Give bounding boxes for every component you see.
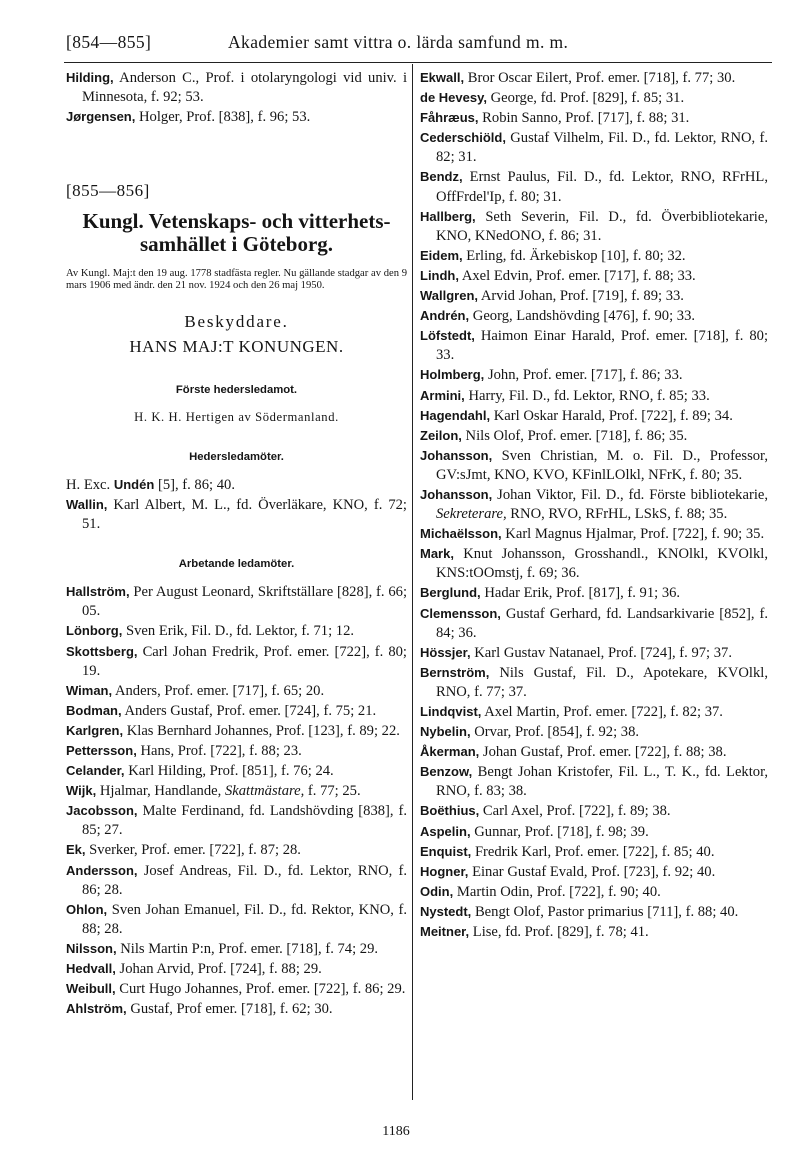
member-name: Meitner, [420, 924, 470, 940]
member-entry [66, 621, 407, 641]
member-title: H. Exc. [66, 476, 111, 493]
member-details: Anders Gustaf, Prof. emer. [724], f. 75; 21. [124, 702, 377, 719]
member-name: Wallgren, [420, 288, 479, 304]
running-header [66, 32, 766, 60]
working-members [66, 582, 407, 1019]
member-name: Skottsberg, [66, 643, 138, 659]
member-name: Nilsson, [66, 940, 117, 956]
member-entry [420, 604, 768, 643]
member-name: Celander, [66, 763, 125, 779]
member-entry [66, 681, 407, 701]
member-details: Erling, fd. Ärkebiskop [10], f. 80; 32. [466, 247, 686, 264]
member-details: Georg, Landshövding [476], f. 90; 33. [472, 308, 696, 325]
member-entry [420, 702, 768, 722]
member-name: Weibull, [66, 981, 116, 997]
honorary-members [66, 475, 407, 534]
member-entry [420, 386, 768, 406]
member-details: Robin Sanno, Prof. [717], f. 88; 31. [482, 110, 690, 127]
member-entry [420, 167, 768, 206]
member-details: Nils Olof, Prof. emer. [718], f. 86; 35. [465, 427, 688, 444]
member-details: Axel Martin, Prof. emer. [722], f. 82; 37. [484, 704, 723, 720]
member-details: Holger, Prof. [838], f. 96; 53. [139, 109, 311, 126]
member-entry [420, 446, 768, 485]
member-name: Ekwall, [420, 70, 465, 85]
member-entry [420, 246, 768, 266]
member-name: Bendz, [420, 169, 463, 185]
member-name: Nystedt, [420, 903, 472, 919]
member-entry [420, 583, 768, 603]
member-details: Hans, Prof. [722], f. 88; 23. [140, 742, 302, 759]
member-entry [420, 902, 768, 922]
member-details: Lise, fd. Prof. [829], f. 78; 41. [472, 924, 649, 941]
member-details: Harry, Fil. D., fd. Lektor, RNO, f. 85; 33. [468, 387, 710, 404]
honorary-heading: Hedersledamöter. [189, 450, 284, 463]
member-name: Hogner, [420, 863, 469, 879]
member-role: Skattmästare, [224, 783, 305, 800]
member-entry [66, 701, 407, 721]
member-entry [420, 842, 768, 862]
member-name: Johansson, [420, 486, 493, 502]
member-name: Bernström, [420, 664, 490, 680]
member-details: Johan Arvid, Prof. [724], f. 88; 29. [119, 961, 322, 977]
member-name: Enquist, [420, 843, 472, 859]
member-name: Boëthius, [420, 803, 480, 819]
member-name: Jacobsson, [66, 803, 138, 819]
member-details: Hjalmar, Handlande, [99, 783, 222, 800]
member-details: Carl Johan Fredrik, Prof. emer. [722], f. 80; 19. [82, 643, 407, 679]
member-details: Arvid Johan, Prof. [719], f. 89; 33. [480, 288, 684, 305]
page-range: [854—855] [66, 32, 152, 52]
member-details: Fredrik Karl, Prof. emer. [722], f. 85; 40. [474, 843, 715, 860]
first-honorary-heading: Förste hedersledamot. [175, 383, 298, 396]
member-entry [66, 959, 407, 979]
member-details: Gustaf Vilhelm, Fil. D., fd. Lektor, RNO, f. 82; 31. [436, 130, 768, 166]
member-name: Lönborg, [66, 623, 123, 639]
member-name: Michaëlsson, [420, 526, 502, 542]
society-title: Kungl. Vetenskaps- och vitterhets-samhället i Göteborg. [82, 209, 391, 257]
member-entry [420, 128, 768, 167]
member-entry [420, 207, 768, 246]
member-details: Einar Gustaf Evald, Prof. [723], f. 92; 40. [472, 863, 716, 880]
member-name: Hallström, [66, 584, 130, 600]
member-details: Bror Oscar Eilert, Prof. emer. [718], f. 77; 30. [467, 70, 736, 86]
member-name: Odin, [420, 883, 454, 899]
member-entry [420, 426, 768, 446]
member-entry [66, 979, 407, 999]
member-name: Åkerman, [420, 744, 480, 760]
member-details: [5], f. 86; 40. [157, 476, 235, 493]
first-honorary-member: H. K. H. Hertigen av Södermanland. [134, 409, 339, 424]
member-name: Hössjer, [420, 644, 471, 660]
member-entry [66, 68, 407, 107]
member-name: Lindqvist, [420, 704, 482, 719]
member-entry [420, 68, 768, 88]
member-entry [66, 840, 407, 860]
member-name: Bodman, [66, 702, 122, 718]
member-entry [66, 475, 407, 495]
member-name: Wiman, [66, 682, 113, 698]
column-divider [412, 64, 413, 1100]
member-details: Sverker, Prof. emer. [722], f. 87; 28. [89, 842, 301, 859]
member-name: Berglund, [420, 585, 481, 601]
member-details: Anders, Prof. emer. [717], f. 65; 20. [114, 682, 325, 699]
member-details: Karl Oskar Harald, Prof. [722], f. 89; 34. [493, 407, 733, 424]
member-name: Hagendahl, [420, 407, 491, 423]
member-name: Ohlon, [66, 901, 108, 917]
member-name: Ahlström, [66, 1001, 127, 1017]
member-entry [66, 781, 407, 801]
member-entry [420, 108, 768, 128]
member-details: Johan Viktor, Fil. D., fd. Förste bibliotekarie, [497, 486, 768, 503]
member-name: Armini, [420, 387, 465, 403]
member-entry [420, 882, 768, 902]
member-name: Hedvall, [66, 961, 116, 976]
member-details: Klas Bernhard Johannes, Prof. [123], f. 89; 22. [126, 722, 400, 739]
member-name: Wallin, [66, 496, 108, 512]
member-entry [420, 365, 768, 385]
member-name: Hallberg, [420, 208, 476, 224]
member-details-tail: RNO, RVO, RFrHL, LSkS, f. 88; 35. [510, 506, 728, 523]
working-members-heading: Arbetande ledamöter. [178, 558, 295, 571]
top-entries [66, 68, 407, 127]
page-number: 1186 [382, 1124, 410, 1139]
member-entry [66, 939, 407, 959]
member-details: Sven Christian, M. o. Fil. D., Professor, GV:sJmt, KNO, KVO, KFinlLOlkl, NFrK, f. 80; 35. [436, 447, 768, 483]
right-member-list [420, 68, 768, 942]
patron-heading: Beskyddare. [184, 312, 289, 332]
member-entry [66, 495, 407, 534]
header-rule [64, 62, 772, 63]
member-entry [420, 663, 768, 702]
member-entry [420, 762, 768, 801]
member-details: Gunnar, Prof. [718], f. 98; 39. [474, 823, 649, 840]
member-entry [66, 801, 407, 840]
statutes-note: Av Kungl. Maj:t den 19 aug. 1778 stadfästa regler. Nu gällande stadgar av den 9 mars 1906 med ändr. den 21 nov. 1924 och den 26 maj 1950. [66, 268, 407, 292]
member-entry [420, 326, 768, 365]
member-name: Benzow, [420, 764, 473, 780]
right-column [420, 68, 768, 942]
member-name: de Hevesy, [420, 90, 487, 106]
member-entry [66, 900, 407, 939]
member-details: Nils Gustaf, Fil. D., Apotekare, KVOlkl, RNO, f. 77; 37. [436, 664, 768, 700]
member-details: Curt Hugo Johannes, Prof. emer. [722], f. 86; 29. [119, 981, 406, 998]
member-details: Sven Erik, Fil. D., fd. Lektor, f. 71; 12. [125, 623, 355, 640]
member-entry [420, 643, 768, 663]
member-name: Zeilon, [420, 427, 462, 443]
member-entry [420, 406, 768, 426]
member-entry [420, 801, 768, 821]
member-details: Hadar Erik, Prof. [817], f. 91; 36. [484, 585, 681, 602]
member-details: Karl Hilding, Prof. [851], f. 76; 24. [128, 763, 334, 780]
member-details: Karl Albert, M. L., fd. Överläkare, KNO, f. 72; 51. [82, 496, 407, 533]
member-entry [420, 88, 768, 108]
member-entry [66, 721, 407, 741]
member-role: Sekreterare, [436, 506, 507, 523]
member-name: Andrén, [420, 308, 470, 324]
member-details: Bengt Johan Kristofer, Fil. L., T. K., fd. Lektor, RNO, f. 83; 38. [436, 764, 768, 800]
member-details: Ernst Paulus, Fil. D., fd. Lektor, RNO, RFrHL, OffFrdel'Ip, f. 80; 31. [436, 169, 768, 205]
member-details: George, fd. Prof. [829], f. 85; 31. [490, 90, 685, 107]
member-name: Cederschiöld, [420, 130, 506, 146]
member-entry [66, 642, 407, 681]
member-entry [420, 722, 768, 742]
member-entry [420, 742, 768, 762]
member-details: Bengt Olof, Pastor primarius [711], f. 88; 40. [474, 903, 739, 920]
member-entry [66, 761, 407, 781]
member-details: Gustaf, Prof emer. [718], f. 62; 30. [130, 1001, 333, 1018]
member-name: Aspelin, [420, 823, 471, 839]
member-details: Karl Gustav Natanael, Prof. [724], f. 97; 37. [474, 644, 733, 661]
member-name: Johansson, [420, 447, 493, 463]
member-name: Ek, [66, 842, 86, 858]
member-entry [420, 544, 768, 583]
left-column [66, 68, 407, 1019]
member-name: Hilding, [66, 70, 114, 85]
member-entry [420, 524, 768, 544]
member-details: Gustaf Gerhard, fd. Landsarkivarie [852], f. 84; 36. [436, 605, 768, 641]
member-entry [420, 266, 768, 286]
member-entry [66, 582, 407, 621]
member-name: Andersson, [66, 862, 138, 878]
member-name: Pettersson, [66, 742, 137, 758]
member-name: Wijk, [66, 783, 97, 799]
member-details: Johan Gustaf, Prof. emer. [722], f. 88; 38. [482, 744, 727, 761]
member-entry [66, 999, 407, 1019]
member-entry [66, 741, 407, 761]
member-details: Martin Odin, Prof. [722], f. 90; 40. [456, 883, 661, 900]
member-details: Sven Johan Emanuel, Fil. D., fd. Rektor, KNO, f. 88; 28. [82, 901, 407, 937]
member-name: Eidem, [420, 247, 463, 263]
member-details: Nils Martin P:n, Prof. emer. [718], f. 74; 29. [120, 940, 379, 957]
member-name: Undén [113, 476, 155, 492]
patron: HANS MAJ:T KONUNGEN. [129, 337, 344, 357]
member-entry [66, 107, 407, 127]
member-entry [420, 306, 768, 326]
member-details: Malte Ferdinand, fd. Landshövding [838], f. 85; 27. [82, 803, 407, 839]
member-entry [420, 286, 768, 306]
member-details: Axel Edvin, Prof. emer. [717], f. 88; 33. [461, 267, 696, 284]
member-details: Per August Leonard, Skriftställare [828], f. 66; 05. [82, 584, 407, 620]
member-details: John, Prof. emer. [717], f. 86; 33. [487, 367, 683, 384]
member-name: Mark, [420, 546, 454, 562]
member-details: Seth Severin, Fil. D., fd. Överbibliotekarie, KNO, KNedONO, f. 86; 31. [436, 208, 768, 244]
member-details: Karl Magnus Hjalmar, Prof. [722], f. 90; 35. [505, 526, 765, 543]
member-name: Jørgensen, [66, 109, 136, 125]
member-name: Nybelin, [420, 724, 471, 740]
member-name: Fåhræus, [420, 110, 479, 126]
member-entry [420, 485, 768, 524]
member-details: Josef Andreas, Fil. D., fd. Lektor, RNO, f. 86; 28. [82, 862, 407, 898]
member-details: Orvar, Prof. [854], f. 92; 38. [474, 724, 640, 741]
member-name: Holmberg, [420, 367, 485, 383]
member-details: Carl Axel, Prof. [722], f. 89; 38. [482, 803, 671, 820]
member-details: Knut Johansson, Grosshandl., KNOlkl, KVOlkl, KNS:tOOmstj, f. 69; 36. [436, 546, 768, 582]
member-details: Haimon Einar Harald, Prof. emer. [718], f. 80; 33. [436, 328, 769, 364]
running-title: Akademier samt vittra o. lärda samfund m. m. [228, 32, 569, 52]
section-number: [855—856] [66, 181, 150, 201]
member-entry [420, 922, 768, 942]
member-details-tail: f. 77; 25. [307, 783, 361, 800]
member-name: Karlgren, [66, 722, 124, 738]
member-entry [420, 862, 768, 882]
member-name: Löfstedt, [420, 328, 475, 344]
member-name: Lindh, [420, 267, 459, 283]
member-name: Clemensson, [420, 605, 501, 621]
member-entry [420, 822, 768, 842]
member-entry [66, 861, 407, 900]
member-details: Anderson C., Prof. i otolaryngologi vid univ. i Minnesota, f. 92; 53. [82, 70, 408, 106]
